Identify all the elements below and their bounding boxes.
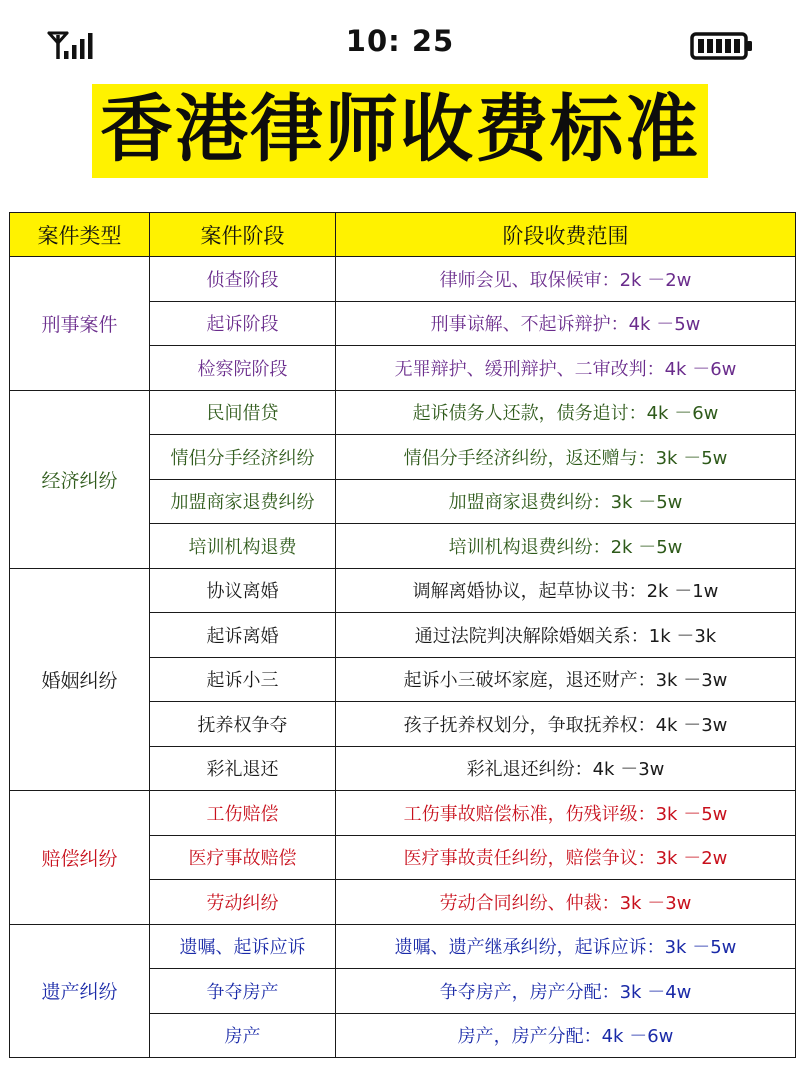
- case-stage-cell: 情侣分手经济纠纷: [150, 435, 336, 480]
- case-stage-cell: 民间借贷: [150, 390, 336, 435]
- case-type-cell: 赔偿纠纷: [10, 791, 150, 925]
- case-stage-cell: 检察院阶段: [150, 346, 336, 391]
- table-row: [10, 924, 796, 969]
- fee-range-cell: 调解离婚协议，起草协议书：2k －1w: [336, 568, 796, 613]
- header-fee-range: 阶段收费范围: [336, 213, 796, 257]
- fee-range-cell: 律师会见、取保候审：2k －2w: [336, 257, 796, 302]
- case-stage-cell: 遗嘱、起诉应诉: [150, 924, 336, 969]
- fee-range-cell: 遗嘱、遗产继承纠纷，起诉应诉：3k －5w: [336, 924, 796, 969]
- fee-range-cell: 刑事谅解、不起诉辩护：4k －5w: [336, 301, 796, 346]
- case-type-cell: 经济纠纷: [10, 390, 150, 568]
- case-type-cell: 刑事案件: [10, 257, 150, 391]
- case-stage-cell: 协议离婚: [150, 568, 336, 613]
- table-row: [10, 568, 796, 613]
- header-case-type: 案件类型: [10, 213, 150, 257]
- case-stage-cell: 劳动纠纷: [150, 880, 336, 925]
- fee-range-cell: 彩礼退还纠纷：4k －3w: [336, 746, 796, 791]
- page-title: 香港律师收费标准: [92, 84, 708, 178]
- fee-range-cell: 无罪辩护、缓刑辩护、二审改判：4k －6w: [336, 346, 796, 391]
- fee-range-cell: 加盟商家退费纠纷：3k －5w: [336, 479, 796, 524]
- fee-range-cell: 起诉小三破坏家庭，退还财产：3k －3w: [336, 657, 796, 702]
- case-stage-cell: 彩礼退还: [150, 746, 336, 791]
- status-time: 10: 25: [345, 24, 455, 58]
- fee-range-cell: 争夺房产，房产分配：3k －4w: [336, 969, 796, 1014]
- fee-range-cell: 医疗事故责任纠纷，赔偿争议：3k －2w: [336, 835, 796, 880]
- case-stage-cell: 抚养权争夺: [150, 702, 336, 747]
- case-stage-cell: 工伤赔偿: [150, 791, 336, 836]
- title-area: [0, 84, 800, 178]
- table-header-row: [10, 213, 796, 257]
- fee-range-cell: 孩子抚养权划分，争取抚养权：4k －3w: [336, 702, 796, 747]
- battery-icon: [690, 31, 754, 61]
- fee-range-cell: 劳动合同纠纷、仲裁：3k －3w: [336, 880, 796, 925]
- case-stage-cell: 加盟商家退费纠纷: [150, 479, 336, 524]
- table-row: [10, 390, 796, 435]
- case-stage-cell: 侦查阶段: [150, 257, 336, 302]
- fee-range-cell: 情侣分手经济纠纷，返还赠与：3k －5w: [336, 435, 796, 480]
- case-stage-cell: 医疗事故赔偿: [150, 835, 336, 880]
- fee-range-cell: 培训机构退费纠纷：2k －5w: [336, 524, 796, 569]
- case-stage-cell: 房产: [150, 1013, 336, 1058]
- status-bar: [0, 0, 800, 90]
- table-row: [10, 791, 796, 836]
- case-stage-cell: 起诉离婚: [150, 613, 336, 658]
- case-stage-cell: 起诉阶段: [150, 301, 336, 346]
- fee-range-cell: 起诉债务人还款，债务追讨：4k －6w: [336, 390, 796, 435]
- fee-table: [9, 212, 796, 1058]
- fee-table-body: [10, 257, 796, 1058]
- fee-range-cell: 房产，房产分配：4k －6w: [336, 1013, 796, 1058]
- table-row: [10, 257, 796, 302]
- case-type-cell: 遗产纠纷: [10, 924, 150, 1058]
- case-type-cell: 婚姻纠纷: [10, 568, 150, 791]
- case-stage-cell: 起诉小三: [150, 657, 336, 702]
- fee-range-cell: 工伤事故赔偿标准，伤残评级：3k －5w: [336, 791, 796, 836]
- fee-range-cell: 通过法院判决解除婚姻关系：1k －3k: [336, 613, 796, 658]
- header-case-stage: 案件阶段: [150, 213, 336, 257]
- case-stage-cell: 培训机构退费: [150, 524, 336, 569]
- case-stage-cell: 争夺房产: [150, 969, 336, 1014]
